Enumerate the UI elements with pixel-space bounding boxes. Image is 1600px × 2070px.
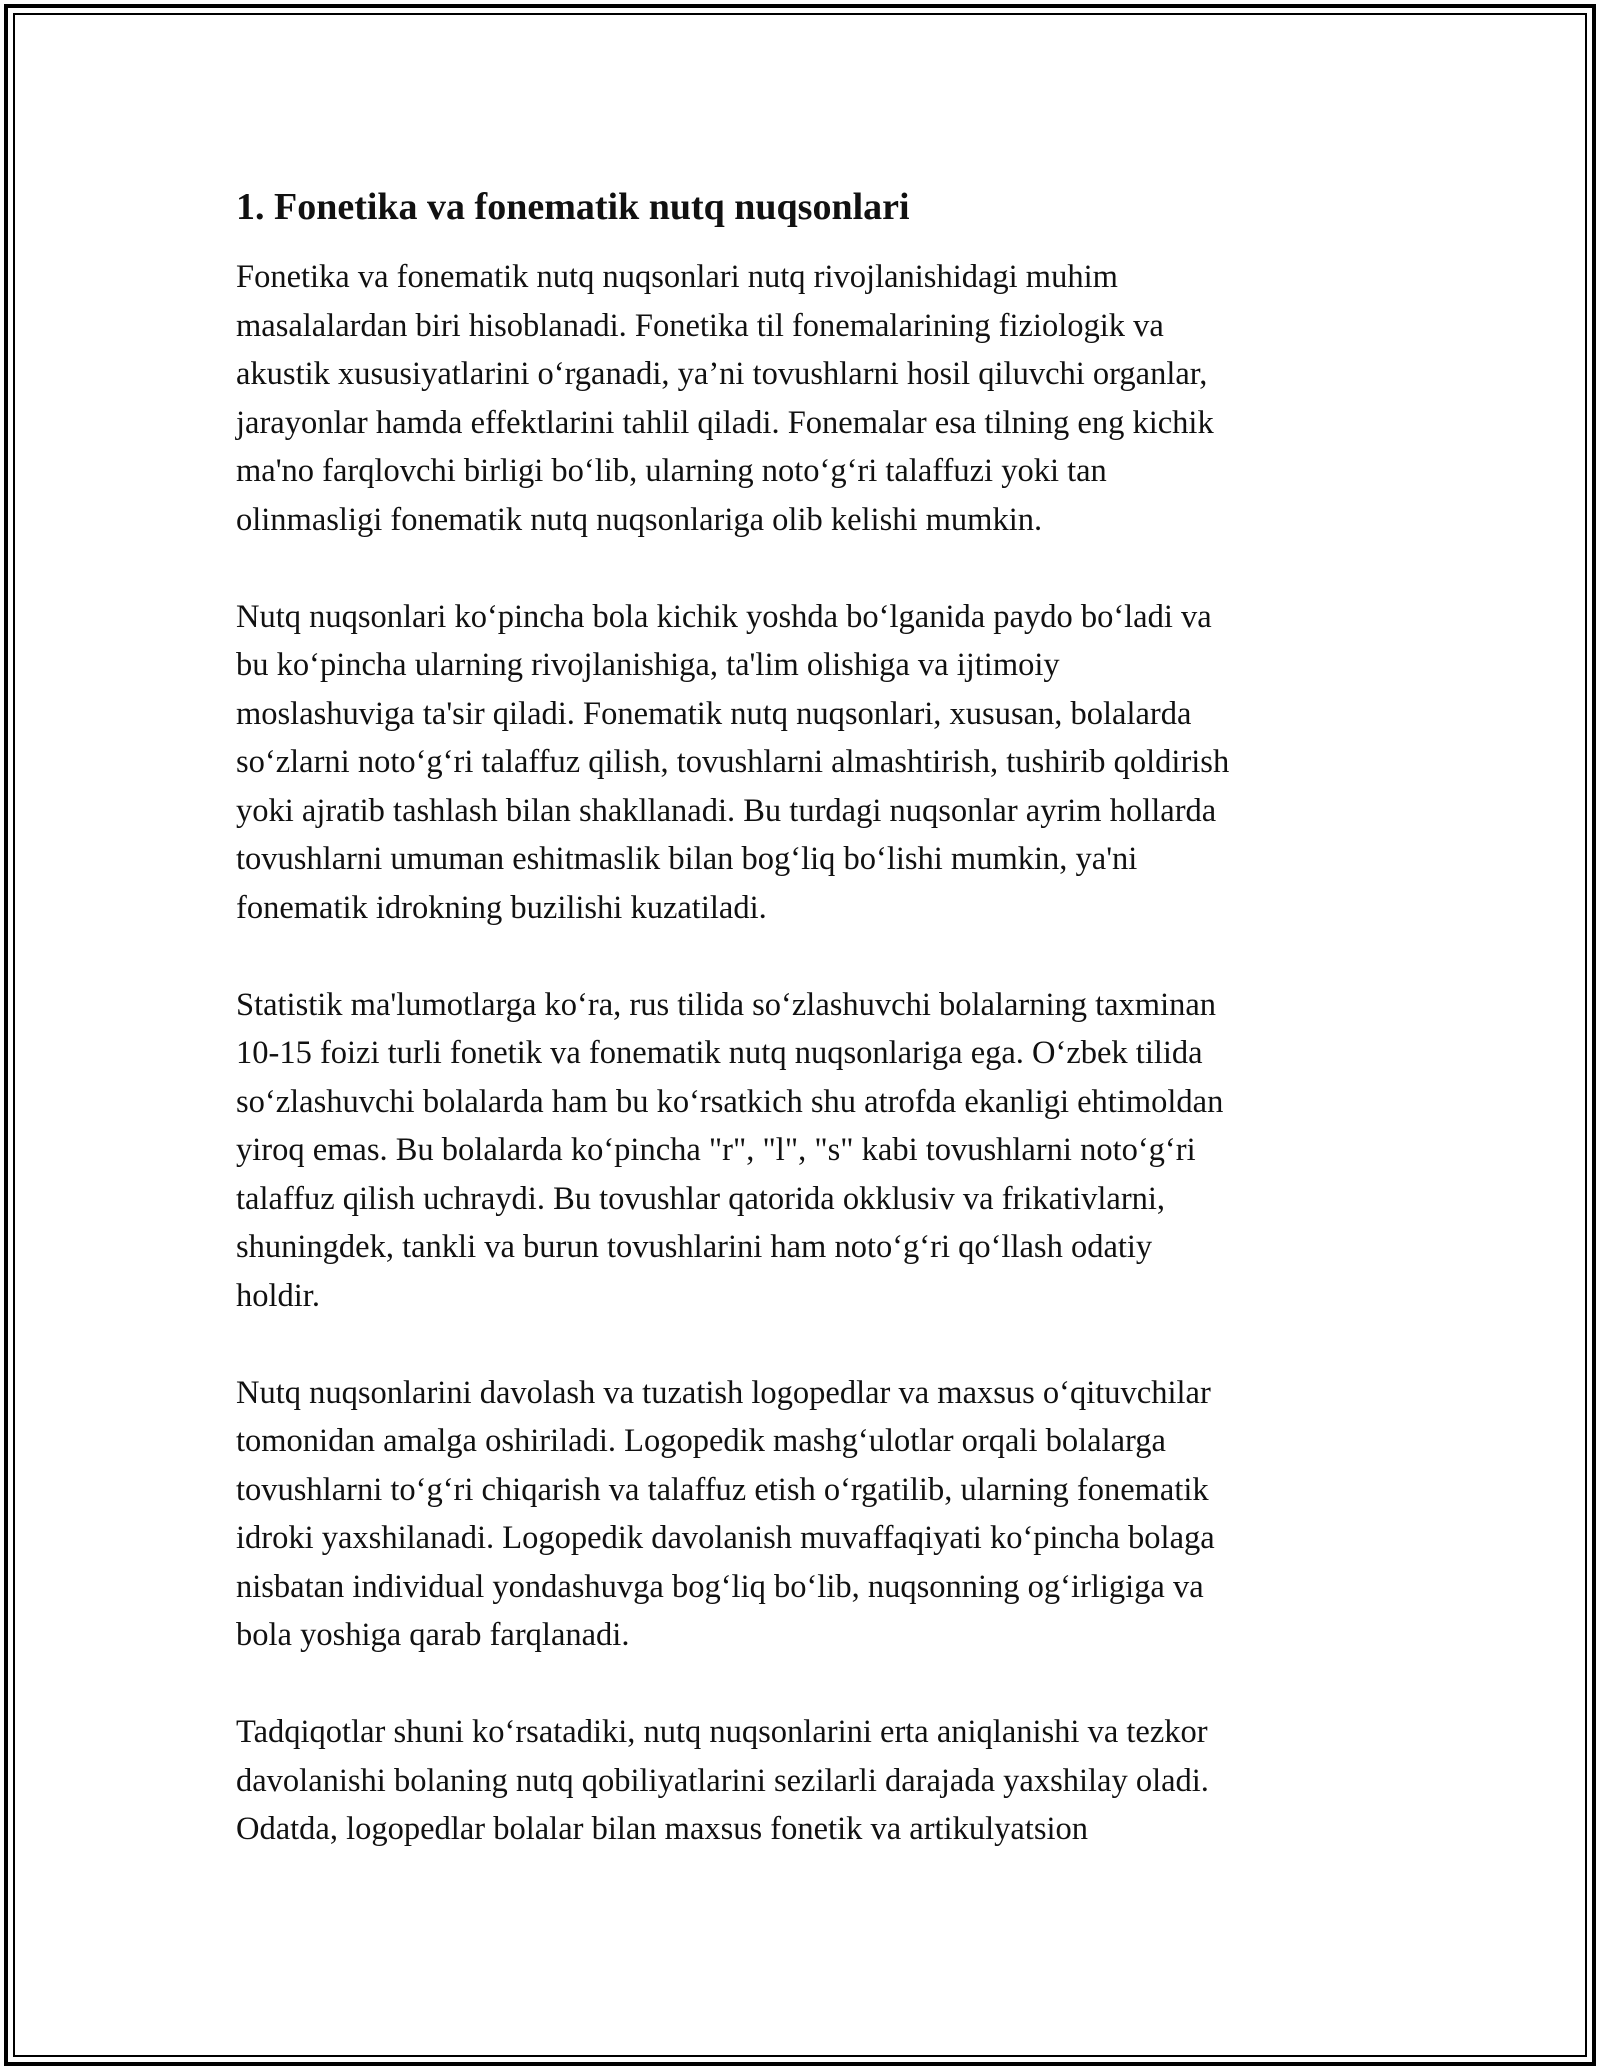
paragraph-4: Nutq nuqsonlarini davolash va tuzatish logopedlar va maxsus o‘qituvchilar tomonidan amalga oshiriladi. Logopedik mashg‘ulotlar orqali bolalarga tovushlarni to‘g‘ri chiqarish va talaffuz etish o‘rgatilib, ularning fonematik idroki yaxshilanadi. Logopedik davolanish muvaffaqiyati ko‘pincha bolaga nisbatan individual yondashuvga bog‘liq bo‘lib, nuqsonning og‘irligiga va bola yoshiga qarab farqlanadi. [236,1374,1215,1653]
paragraph-1: Fonetika va fonematik nutq nuqsonlari nutq rivojlanishidagi muhim masalalardan biri hisoblanadi. Fonetika til fonemalarining fiziologik va akustik xususiyatlarini o‘rganadi, ya’ni tovushlarni hosil qiluvchi organlar, jarayonlar hamda effektlarini tahlil qiladi. Fonemalar esa tilning eng kichik ma'no farqlovchi birligi bo‘lib, ularning noto‘g‘ri talaffuzi yoki tan olinmasligi fonematik nutq nuqsonlariga olib kelishi mumkin. [236,259,1214,538]
paragraph-2: Nutq nuqsonlari ko‘pincha bola kichik yoshda bo‘lganida paydo bo‘ladi va bu ko‘pincha ularning rivojlanishiga, ta'lim olishiga va ijtimoiy moslashuviga ta'sir qiladi. Fonematik nutq nuqsonlari, xususan, bolalarda so‘zlarni noto‘g‘ri talaffuz qilish, tovushlarni almashtirish, tushirib qoldirish yoki ajratib tashlash bilan shakllanadi. Bu turdagi nuqsonlar ayrim hollarda tovushlarni umuman eshitmaslik bilan bog‘liq bo‘lishi mumkin, ya'ni fonematik idrokning buzilishi kuzatiladi. [236,598,1230,926]
paragraph-3: Statistik ma'lumotlarga ko‘ra, rus tilida so‘zlashuvchi bolalarning taxminan 10-15 foizi turli fonetik va fonematik nutq nuqsonlariga ega. O‘zbek tilida so‘zlashuvchi bolalarda ham bu ko‘rsatkich shu atrofda ekanligi ehtimoldan yiroq emas. Bu bolalarda ko‘pincha "r", "l", "s" kabi tovushlarni noto‘g‘ri talaffuz qilish uchraydi. Bu tovushlar qatorida okklusiv va frikativlarni, shuningdek, tankli va burun tovushlarini ham noto‘g‘ri qo‘llash odatiy holdir. [236,986,1224,1314]
document-body [236,183,1366,1902]
section-heading: 1. Fonetika va fonematik nutq nuqsonlari [236,186,910,228]
paragraph-5: Tadqiqotlar shuni ko‘rsatadiki, nutq nuqsonlarini erta aniqlanishi va tezkor davolanishi bolaning nutq qobiliyatlarini sezilarli darajada yaxshilay oladi. Odatda, logopedlar bolalar bilan maxsus fonetik va artikulyatsion [236,1714,1209,1847]
